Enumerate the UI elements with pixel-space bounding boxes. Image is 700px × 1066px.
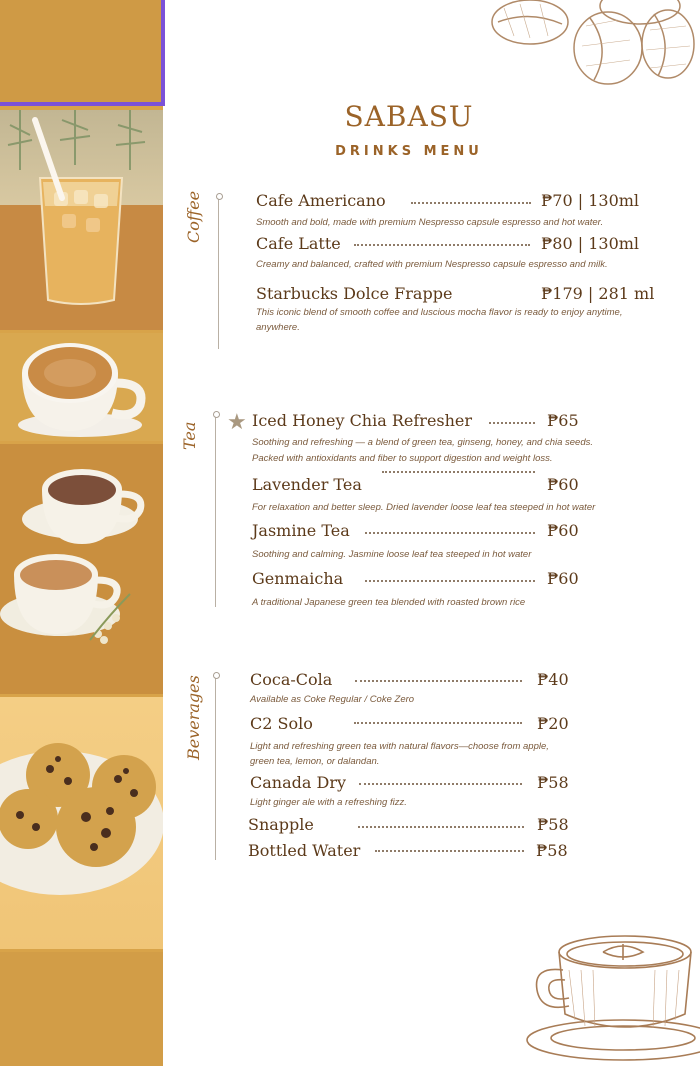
menu-item-name: Bottled Water xyxy=(248,841,361,860)
leader-dots xyxy=(365,532,535,534)
menu-item-description: For relaxation and better sleep. Dried lavender loose leaf tea steeped in hot water xyxy=(252,502,596,513)
leader-dots xyxy=(411,202,531,204)
menu-item-price: ₱58 xyxy=(537,815,569,834)
menu-item-description: anywhere. xyxy=(256,322,300,333)
menu-item-name: Canada Dry xyxy=(250,773,347,792)
section-label-tea: Tea xyxy=(180,421,199,450)
menu-item-description: Packed with antioxidants and fiber to support digestion and weight loss. xyxy=(252,453,553,464)
menu-item-description: Soothing and refreshing — a blend of green tea, ginseng, honey, and chia seeds. xyxy=(252,437,594,448)
leader-dots xyxy=(358,826,524,828)
menu-item-description: This iconic blend of smooth coffee and luscious mocha flavor is ready to enjoy anytime, xyxy=(256,307,623,318)
section-divider-coffee xyxy=(218,196,219,349)
star-icon: ★ xyxy=(227,409,247,434)
section-label-coffee: Coffee xyxy=(184,190,203,243)
menu-item-name: Coca-Cola xyxy=(250,670,333,689)
leader-dots xyxy=(355,680,522,682)
menu-item-name: Starbucks Dolce Frappe xyxy=(256,284,453,303)
leader-dots xyxy=(375,850,524,852)
menu-item-name: Iced Honey Chia Refresher xyxy=(252,411,473,430)
section-divider-tea xyxy=(215,414,216,607)
brand-title: SABASU xyxy=(344,100,474,133)
menu-item-description: Light and refreshing green tea with natural flavors—choose from apple, xyxy=(250,741,549,752)
menu-item-description: Soothing and calming. Jasmine loose leaf tea steeped in hot water xyxy=(252,549,532,560)
menu-item-price: ₱20 xyxy=(537,714,569,733)
menu-item-name: Genmaicha xyxy=(252,569,344,588)
menu-item-name: Jasmine Tea xyxy=(252,521,350,540)
menu-item-description: A traditional Japanese green tea blended with roasted brown rice xyxy=(252,597,526,608)
section-label-beverages: Beverages xyxy=(184,675,203,760)
menu-item-name: C2 Solo xyxy=(250,714,313,733)
leader-dots xyxy=(354,722,522,724)
latte-cup-sketch-icon xyxy=(525,930,700,1066)
photo-column xyxy=(0,0,163,1066)
leader-dots xyxy=(489,422,535,424)
leader-dots xyxy=(382,471,535,473)
menu-item-name: Lavender Tea xyxy=(252,475,362,494)
tea-cups-photo xyxy=(0,444,163,694)
menu-item-description: green tea, lemon, or dalandan. xyxy=(250,756,380,767)
menu-item-price: ₱60 xyxy=(547,521,579,540)
latte-photo xyxy=(0,333,163,441)
leader-dots xyxy=(365,580,535,582)
menu-subtitle: DRINKS MENU xyxy=(335,144,483,159)
iced-tea-photo xyxy=(0,110,163,330)
menu-item-price: ₱58 xyxy=(536,841,568,860)
menu-item-description: Light ginger ale with a refreshing fizz. xyxy=(250,797,407,808)
menu-item-price: ₱40 xyxy=(537,670,569,689)
menu-item-description: Available as Coke Regular / Coke Zero xyxy=(250,694,415,705)
menu-item-description: Creamy and balanced, crafted with premium Nespresso capsule espresso and milk. xyxy=(256,259,608,270)
menu-item-price: ₱179 | 281 ml xyxy=(541,284,655,303)
menu-item-price: ₱65 xyxy=(547,411,579,430)
section-divider-beverages xyxy=(215,675,216,860)
coffee-beans-icon xyxy=(490,0,700,90)
menu-item-price: ₱70 | 130ml xyxy=(541,191,640,210)
cookies-photo xyxy=(0,697,163,949)
menu-item-description: Smooth and bold, made with premium Nespresso capsule espresso and hot water. xyxy=(256,217,604,228)
menu-item-price: ₱58 xyxy=(537,773,569,792)
menu-item-name: Cafe Americano xyxy=(256,191,386,210)
menu-item-name: Cafe Latte xyxy=(256,234,341,253)
leader-dots xyxy=(359,783,522,785)
photo-frame-top xyxy=(0,0,165,106)
photo-bottom xyxy=(0,952,163,1066)
menu-item-price: ₱60 xyxy=(547,475,579,494)
menu-item-price: ₱80 | 130ml xyxy=(541,234,640,253)
leader-dots xyxy=(354,244,530,246)
menu-item-name: Snapple xyxy=(248,815,314,834)
menu-item-price: ₱60 xyxy=(547,569,579,588)
